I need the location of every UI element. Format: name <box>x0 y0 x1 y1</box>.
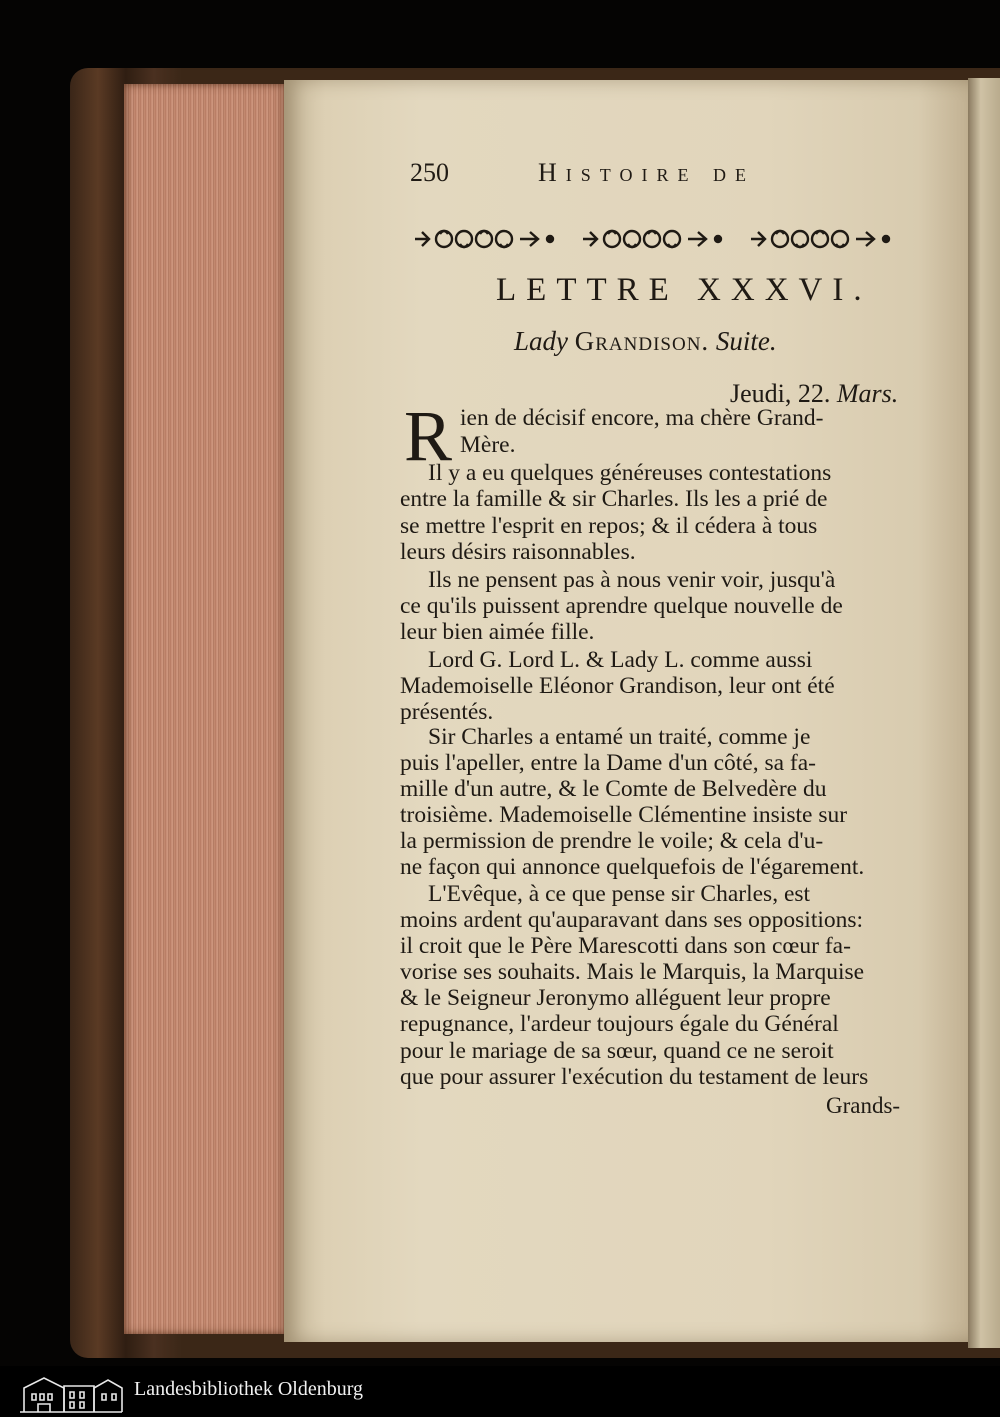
text-line: puis l'apeller, entre la Dame d'un côté, sa fa- <box>400 750 816 776</box>
text-line: présentés. <box>400 699 494 725</box>
text-line: Mademoiselle Eléonor Grandison, leur ont été <box>400 673 835 699</box>
page-edges <box>124 84 289 1334</box>
date-month: Mars. <box>836 379 899 408</box>
page-number: 250 <box>410 158 449 187</box>
text-line: ce qu'ils puissent aprendre quelque nouvelle de <box>400 593 843 619</box>
text-line: & le Seigneur Jeronymo alléguent leur propre <box>400 985 831 1011</box>
subtitle-suite: Suite. <box>715 326 777 356</box>
drop-cap: R <box>404 396 453 476</box>
letter-subtitle <box>514 326 777 357</box>
running-head <box>410 158 810 192</box>
catchword: Grands- <box>826 1093 901 1118</box>
text-line: troisième. Mademoiselle Clémentine insiste sur <box>400 802 848 828</box>
text-line: ien de décisif encore, ma chère Grand- <box>460 405 824 431</box>
date-day: Jeudi, 22. <box>730 379 831 408</box>
text-line: pour le mariage de sa sœur, quand ce ne seroit <box>400 1038 834 1064</box>
text-line: vorise ses souhaits. Mais le Marquis, la Marquise <box>400 959 865 985</box>
letter-title: LETTRE XXXVI. <box>496 272 872 308</box>
facing-page-edge <box>968 78 1000 1348</box>
text-line: repugnance, l'ardeur toujours égale du Général <box>400 1011 839 1037</box>
text-line: que pour assurer l'exécution du testament de leurs <box>400 1064 869 1090</box>
text-line: mille d'un autre, & le Comte de Belvedère du <box>400 776 827 802</box>
library-name: Landesbibliothek Oldenburg <box>134 1378 364 1400</box>
running-title: Histoire de <box>538 158 755 187</box>
text-line: Il y a eu quelques généreuses contestations <box>428 460 832 486</box>
subtitle-name: Grandison. <box>574 326 710 356</box>
library-building-icon <box>18 1372 124 1414</box>
text-line: Ils ne pensent pas à nous venir voir, jusqu'à <box>428 567 836 593</box>
text-line: leur bien aimée fille. <box>400 619 595 645</box>
text-line: Lord G. Lord L. & Lady L. comme aussi <box>428 647 813 673</box>
text-line: il croit que le Père Marescotti dans son cœur fa- <box>400 933 851 959</box>
text-line: la permission de prendre le voile; & cela d'u- <box>400 828 824 854</box>
ornament-band-icon <box>410 222 920 256</box>
book-page <box>284 80 974 1342</box>
subtitle-lady: Lady <box>514 326 568 356</box>
library-footer <box>0 1366 1000 1417</box>
text-line: moins ardent qu'auparavant dans ses oppositions: <box>400 907 864 933</box>
text-line: ne façon qui annonce quelquefois de l'égarement. <box>400 854 865 880</box>
text-line: se mettre l'esprit en repos; & il cédera à tous <box>400 513 818 539</box>
text-line: Mère. <box>460 432 516 458</box>
text-line: Sir Charles a entamé un traité, comme je <box>428 724 811 750</box>
text-line: L'Evêque, à ce que pense sir Charles, est <box>428 881 811 907</box>
text-line: leurs désirs raisonnables. <box>400 539 636 565</box>
text-line: entre la famille & sir Charles. Ils les a prié de <box>400 486 828 512</box>
